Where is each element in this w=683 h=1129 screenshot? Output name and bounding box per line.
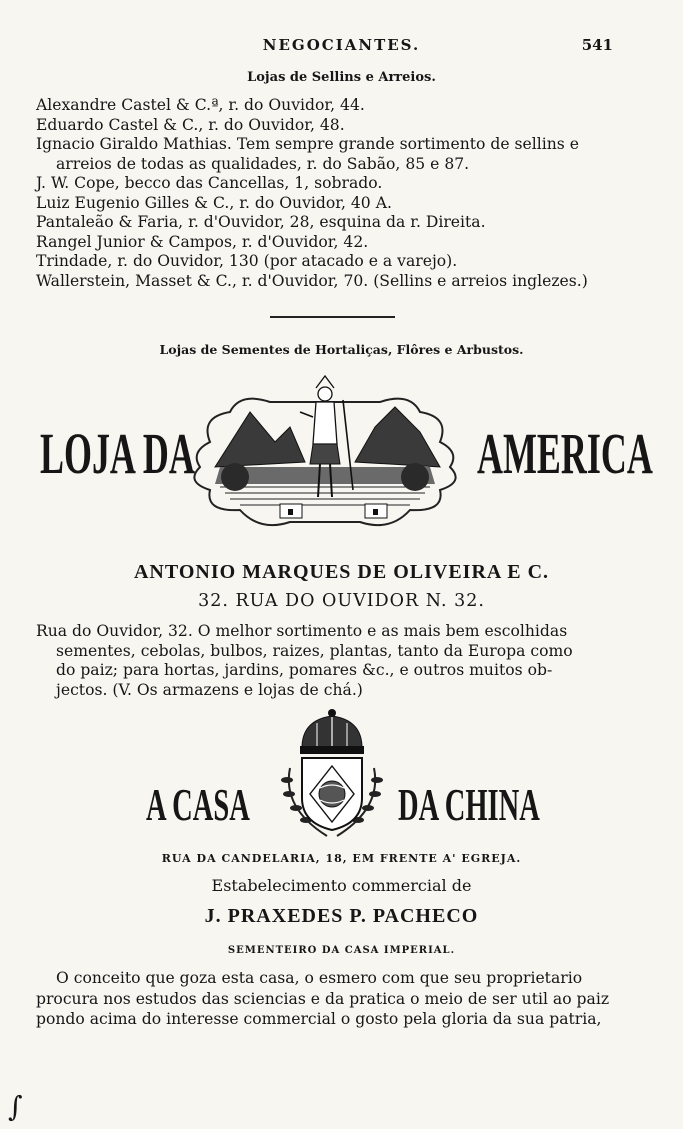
ad2-proprietor: J. PRAXEDES P. PACHECO — [204, 905, 479, 927]
ad2-left-title: A CASA — [146, 779, 250, 830]
paragraph-line: sementes, cebolas, bulbos, raizes, plantas, tanto da Europa como — [56, 641, 573, 660]
ad1-right-title: AMERICA — [477, 421, 653, 486]
paragraph-line: do paiz; para hortas, jardins, pomares &c., e outros muitos ob- — [56, 661, 553, 679]
page-number: 541 — [581, 36, 613, 54]
list-item: Wallerstein, Masset & C., r. d'Ouvidor, 70. (Sellins e arreios inglezes.) — [36, 271, 588, 290]
ad1-left-title: LOJA DA — [40, 421, 195, 486]
margin-mark: ∫ — [8, 1090, 23, 1123]
list-item: Luiz Eugenio Gilles & C., r. do Ouvidor, 40 A. — [36, 193, 392, 212]
list-item: Ignacio Giraldo Mathias. Tem sempre grande sortimento de sellins e — [36, 135, 579, 153]
list-item: Rangel Junior & Campos, r. d'Ouvidor, 42. — [36, 232, 369, 251]
list-item: Trindade, r. do Ouvidor, 130 (por atacado e a varejo). — [36, 252, 458, 270]
ad2-description — [36, 968, 646, 1030]
running-header: NEGOCIANTES. — [262, 36, 421, 54]
ad1-description — [36, 622, 630, 700]
paragraph-line: jectos. (V. Os armazens e lojas de chá.) — [56, 680, 363, 699]
list-item: Eduardo Castel & C., r. do Ouvidor, 48. — [36, 115, 345, 134]
paragraph-line: Rua do Ouvidor, 32. O melhor sortimento e as mais bem escolhidas — [36, 622, 568, 640]
paragraph-line: pondo acima do interesse commercial o gosto pela gloria da sua patria, — [36, 1010, 602, 1028]
ad2-proprietor-title: SEMENTEIRO DA CASA IMPERIAL. — [227, 945, 456, 956]
list-item: Pantaleão & Faria, r. d'Ouvidor, 28, esquina da r. Direita. — [36, 213, 486, 231]
landscape-engraving-icon — [180, 372, 470, 537]
ad2-address: RUA DA CANDELARIA, 18, EM FRENTE A' EGREJA. — [161, 852, 522, 865]
ad2-right-title: DA CHINA — [398, 779, 540, 830]
paragraph-line: O conceito que goza esta casa, o esmero com que seu proprietario — [56, 969, 583, 987]
imperial-crest-icon — [272, 708, 392, 840]
ad2-establishment: Estabelecimento commercial de — [211, 876, 472, 895]
section-divider — [270, 316, 395, 318]
list-item: J. W. Cope, becco das Cancellas, 1, sobrado. — [36, 174, 383, 192]
list-item: Alexandre Castel & C.ª, r. do Ouvidor, 44. — [36, 96, 365, 114]
paragraph-line: procura nos estudos das sciencias e da pratica o meio de ser util ao paiz — [36, 989, 610, 1008]
section-heading-seeds: Lojas de Sementes de Hortaliças, Flôres e Arbustos. — [159, 342, 524, 357]
section-heading-saddlery: Lojas de Sellins e Arreios. — [247, 70, 436, 85]
ad1-firm-name: ANTONIO MARQUES DE OLIVEIRA E C. — [133, 561, 550, 583]
merchant-list — [36, 96, 646, 291]
list-item-continuation: arreios de todas as qualidades, r. do Sabão, 85 e 87. — [56, 154, 470, 173]
ad1-address: 32. RUA DO OUVIDOR N. 32. — [198, 591, 485, 611]
